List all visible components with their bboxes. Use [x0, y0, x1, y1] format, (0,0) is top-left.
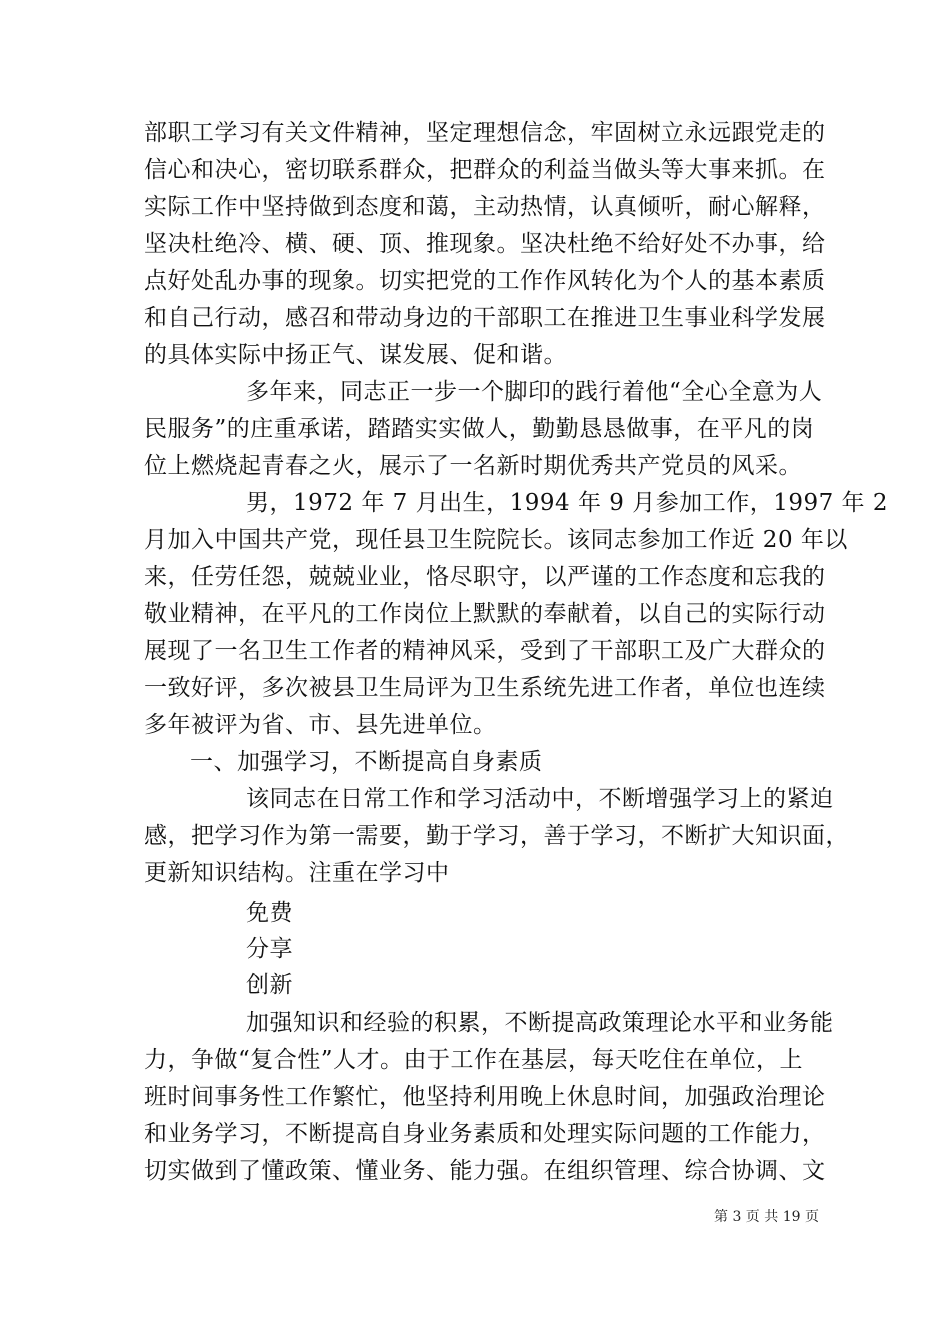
text-line: 信心和决心，密切联系群众，把群众的利益当做头等大事来抓。在: [144, 157, 826, 183]
text-line: 免费: [246, 900, 293, 926]
text-line: 创新: [246, 972, 293, 998]
text-line: 实际工作中坚持做到态度和蔼，主动热情，认真倾听，耐心解释，: [144, 194, 826, 220]
text-line: 来，任劳任怨，兢兢业业，恪尽职守，以严谨的工作态度和忘我的: [144, 564, 826, 590]
text-line: 展现了一名卫生工作者的精神风采，受到了干部职工及广大群众的: [144, 638, 826, 664]
text-line: 坚决杜绝冷、横、硬、顶、推现象。坚决杜绝不给好处不办事，给: [144, 231, 826, 257]
text-line: 力，争做“复合性”人才。由于工作在基层，每天吃住在单位，上: [144, 1047, 804, 1073]
text-line: 的具体实际中扬正气、谋发展、促和谐。: [144, 342, 567, 368]
page-number-footer: 第 3 页 共 19 页: [714, 1209, 819, 1225]
section-heading: 一、加强学习，不断提高自身素质: [190, 749, 543, 775]
paragraph-first-line: 加强知识和经验的积累，不断提高政策理论水平和业务能: [246, 1010, 834, 1036]
text-line: 分享: [246, 936, 293, 962]
text-line: 和业务学习，不断提高自身业务素质和处理实际问题的工作能力，: [144, 1121, 826, 1147]
text-line: 民服务”的庄重承诺，踏踏实实做人，勤勤恳恳做事，在平凡的岗: [144, 416, 815, 442]
text-line: 切实做到了懂政策、懂业务、能力强。在组织管理、综合协调、文: [144, 1158, 826, 1184]
text-line: 和自己行动，感召和带动身边的干部职工在推进卫生事业科学发展: [144, 305, 826, 331]
text-line: 感，把学习作为第一需要，勤于学习，善于学习，不断扩大知识面，: [144, 823, 849, 849]
text-line: 多年被评为省、市、县先进单位。: [144, 712, 497, 738]
text-line: 班时间事务性工作繁忙，他坚持利用晚上休息时间，加强政治理论: [144, 1084, 826, 1110]
paragraph-first-line: 该同志在日常工作和学习活动中，不断增强学习上的紧迫: [246, 786, 834, 812]
paragraph-first-line: 男，1972 年 7 月出生，1994 年 9 月参加工作，1997 年 2: [246, 490, 888, 516]
text-line: 敬业精神，在平凡的工作岗位上默默的奉献着，以自己的实际行动: [144, 601, 826, 627]
text-line: 一致好评，多次被县卫生局评为卫生系统先进工作者，单位也连续: [144, 675, 826, 701]
text-line: 位上燃烧起青春之火，展示了一名新时期优秀共产党员的风采。: [144, 453, 802, 479]
text-line: 部职工学习有关文件精神，坚定理想信念，牢固树立永远跟党走的: [144, 120, 826, 146]
text-line: 月加入中国共产党，现任县卫生院院长。该同志参加工作近 20 年以: [144, 527, 848, 553]
text-line: 点好处乱办事的现象。切实把党的工作作风转化为个人的基本素质: [144, 268, 826, 294]
text-line: 更新知识结构。注重在学习中: [144, 860, 450, 886]
paragraph-first-line: 多年来，同志正一步一个脚印的践行着他“全心全意为人: [246, 379, 823, 405]
